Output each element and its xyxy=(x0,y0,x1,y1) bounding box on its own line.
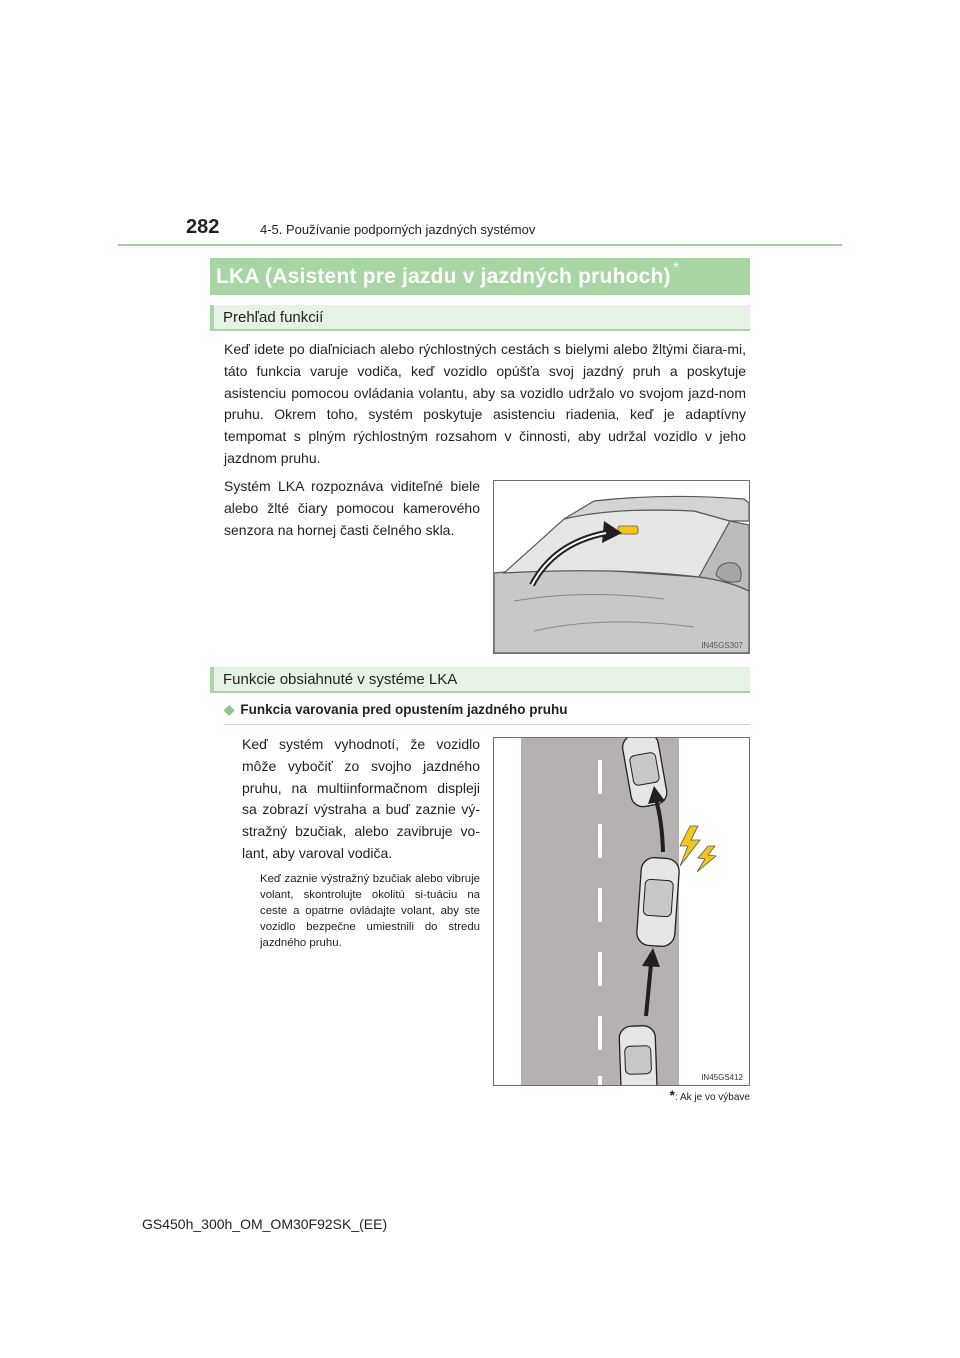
overview-heading-text: Prehľad funkcií xyxy=(223,308,324,326)
manual-code-footer: GS450h_300h_OM_OM30F92SK_(EE) xyxy=(142,1216,388,1232)
figure-code-412: IN45GS412 xyxy=(701,1073,743,1082)
title-asterisk: * xyxy=(672,259,679,277)
availability-footnote xyxy=(640,1087,750,1103)
footnote-text: : Ak je vo výbave xyxy=(674,1092,750,1103)
diamond-icon: ◆ xyxy=(224,702,235,717)
header-divider xyxy=(118,244,842,246)
car-front-illustration xyxy=(494,481,749,653)
section-title: LKA (Asistent pre jazdu v jazdných pruhoch) xyxy=(216,264,671,288)
lane-departure-bullet xyxy=(224,702,567,718)
windshield-camera-figure xyxy=(493,480,750,654)
lane-departure-illustration xyxy=(494,738,749,1085)
functions-heading xyxy=(210,667,750,693)
overview-heading xyxy=(210,305,750,331)
lane-departure-note: Keď zaznie výstražný bzučiak alebo vibruje volant, skontrolujte okolitú si-tuáciu na ceste a opatrne ovládajte volant, aby ste vozidlo bezpečne umiestnili do stredu jazdného pruhu. xyxy=(260,873,480,949)
lane-departure-paragraph: Keď systém vyhodnotí, že vozidlo môže vybočiť zo svojho jazdného pruhu, na multiinformačnom displeji sa zobrazí výstraha a buď zaznie vý-stražný bzučiak, alebo zavibruje vo-lant, aby varoval vodiča. xyxy=(242,736,480,861)
bullet-divider xyxy=(224,724,750,725)
chapter-title: 4-5. Používanie podporných jazdných systémov xyxy=(260,222,536,237)
overview-paragraph: Keď idete po diaľniciach alebo rýchlostných cestách s bielymi alebo žltými čiara-mi, táto funkcia varuje vodiča, keď vozidlo opúšťa svoj jazdný pruh a poskytuje asistenciu pomocou ovládania volantu, aby sa vozidlo udržalo vo svojom jazd-nom pruhu. Okrem toho, systém poskytuje asistenciu riadenia, keď je adaptívny tempomat s plným rýchlostným rozsahom v činnosti, aby udržal vozidlo v jeho jazdnom pruhu. xyxy=(224,341,746,466)
footnote-asterisk-icon: * xyxy=(669,1087,675,1103)
page-number: 282 xyxy=(186,216,220,238)
camera-sensor-text: Systém LKA rozpoznáva viditeľné biele alebo žlté čiary pomocou kamerového senzora na hornej časti čelného skla. xyxy=(224,478,480,538)
figure-code-307: IN45GS307 xyxy=(701,641,743,650)
lane-departure-bullet-text: Funkcia varovania pred opustením jazdného pruhu xyxy=(240,702,568,717)
functions-heading-text: Funkcie obsiahnuté v systéme LKA xyxy=(223,670,458,688)
section-title-bar xyxy=(210,258,750,295)
lane-departure-figure xyxy=(493,737,750,1086)
